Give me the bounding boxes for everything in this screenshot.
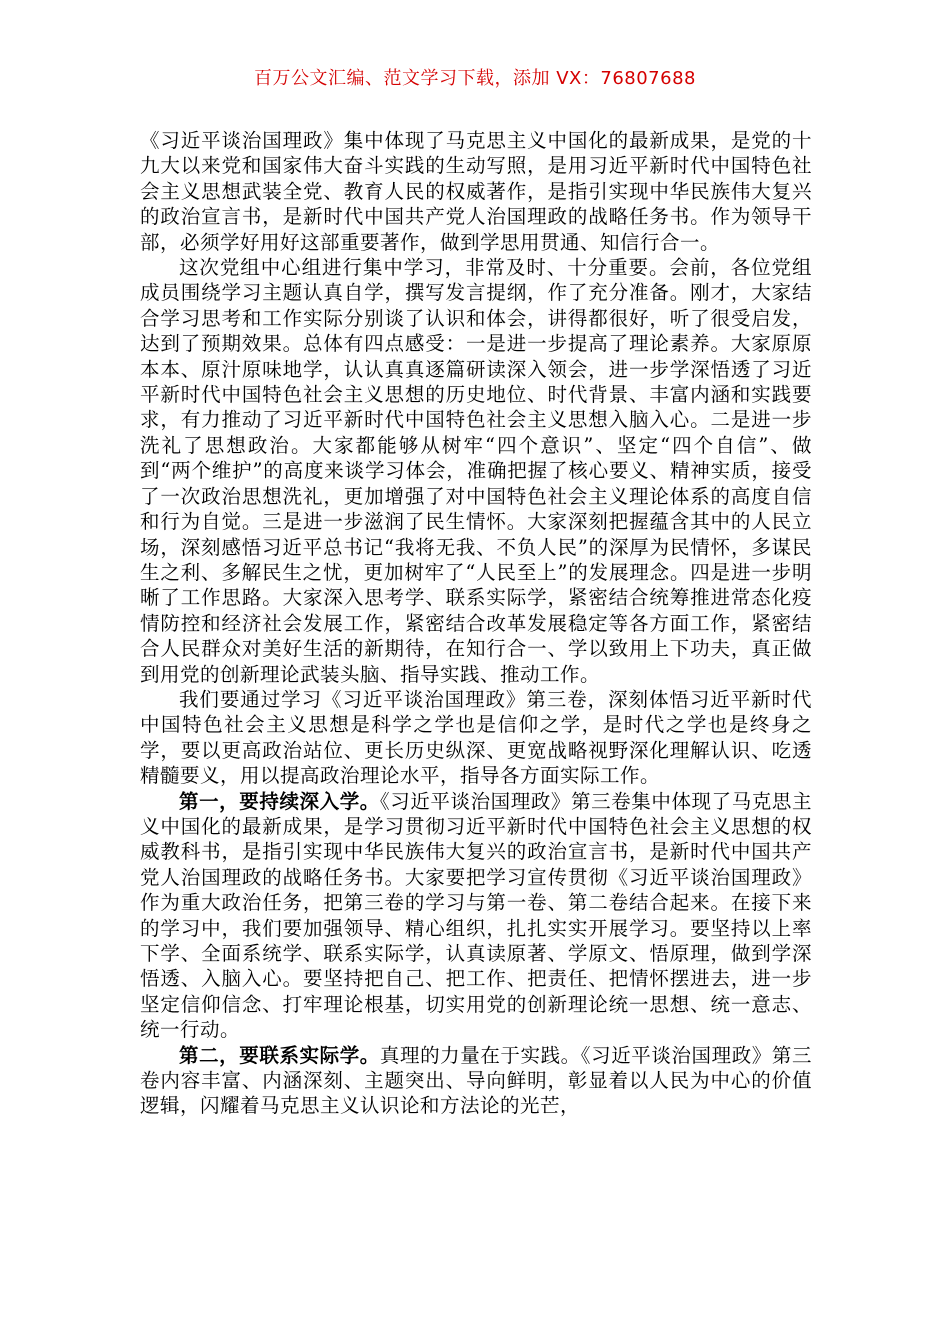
paragraph-meeting-summary [140, 255, 812, 687]
paragraph-text: 这次党组中心组进行集中学习，非常及时、十分重要。会前，各位党组成员围绕学习主题认真自学，撰写发言提纲，作了充分准备。刚才，大家结合学习思考和工作实际分别谈了认识和体会，讲得都很好，听了很受启发，达到了预期效果。总体有四点感受：一是进一步提高了理论素养。大家原原本本、原汁原味地学，认认真真逐篇研读深入领会，进一步学深悟透了习近平新时代中国特色社会主义思想的历史地位、时代背景、丰富内涵和实践要求，有力推动了习近平新时代中国特色社会主义思想入脑入心。二是进一步洗礼了思想政治。大家都能够从树牢“四个意识”、坚定“四个自信”、做到“两个维护”的高度来谈学习体会，准确把握了核心要义、精神实质，接受了一次政治思想洗礼，更加增强了对中国特色社会主义理论体系的高度自信和行为自觉。三是进一步滋润了民生情怀。大家深刻把握蕴含其中的人民立场，深刻感悟习近平总书记“我将无我、不负人民”的深厚为民情怀，多谋民生之利、多解民生之忧，更加树牢了“人民至上”的发展理念。四是进一步明晰了工作思路。大家深入思考学、联系实际学，紧密结合统筹推进常态化疫情防控和经济社会发展工作，紧密结合改革发展稳定等各方面工作，紧密结合人民群众对美好生活的新期待，在知行合一、学以致用上下功夫，真正做到用党的创新理论武装头脑、指导实践、推动工作。 [140, 256, 812, 686]
paragraph-text: 我们要通过学习《习近平谈治国理政》第三卷，深刻体悟习近平新时代中国特色社会主义思想是科学之学也是信仰之学，是时代之学也是终身之学，要以更高政治站位、更长历史纵深、更宽战略视野深化理解认识、吃透精髓要义，用以提高政治理论水平，指导各方面实际工作。 [140, 687, 812, 788]
header-text: 百万公文汇编、范文学习下载，添加 VX：76807688 [254, 68, 696, 89]
paragraph-point-two [140, 1043, 812, 1119]
paragraph-point-one [140, 789, 812, 1043]
page-header-watermark [0, 64, 950, 90]
paragraph-intro [140, 128, 812, 255]
paragraph-text: 真理的力量在于实践。《习近平谈治国理政》第三卷内容丰富、内涵深刻、主题突出、导向鲜明，彰显着以人民为中心的价值逻辑，闪耀着马克思主义认识论和方法论的光芒， [140, 1043, 812, 1118]
paragraph-lead: 第二，要联系实际学。 [179, 1043, 380, 1067]
paragraph-lead: 第一，要持续深入学。 [179, 789, 380, 813]
paragraph-text: 《习近平谈治国理政》集中体现了马克思主义中国化的最新成果，是党的十九大以来党和国家伟大奋斗实践的生动写照，是用习近平新时代中国特色社会主义思想武装全党、教育人民的权威著作，是指引实现中华民族伟大复兴的政治宣言书，是新时代中国共产党人治国理政的战略任务书。作为领导干部，必须学好用好这部重要著作，做到学思用贯通、知信行合一。 [140, 129, 812, 254]
paragraph-study-goal [140, 687, 812, 789]
document-body [140, 128, 812, 1119]
paragraph-text: 《习近平谈治国理政》第三卷集中体现了马克思主义中国化的最新成果，是学习贯彻习近平新时代中国特色社会主义思想的权威教科书，是指引实现中华民族伟大复兴的政治宣言书，是新时代中国共产党人治国理政的战略任务书。大家要把学习宣传贯彻《习近平谈治国理政》作为重大政治任务，把第三卷的学习与第一卷、第二卷结合起来。在接下来的学习中，我们要加强领导、精心组织，扎扎实实开展学习。要坚持以上率下学、全面系统学、联系实际学，认真读原著、学原文、悟原理，做到学深悟透、入脑入心。要坚持把自己、把工作、把责任、把情怀摆进去，进一步坚定信仰信念、打牢理论根基，切实用党的创新理论统一思想、统一意志、统一行动。 [140, 789, 812, 1042]
